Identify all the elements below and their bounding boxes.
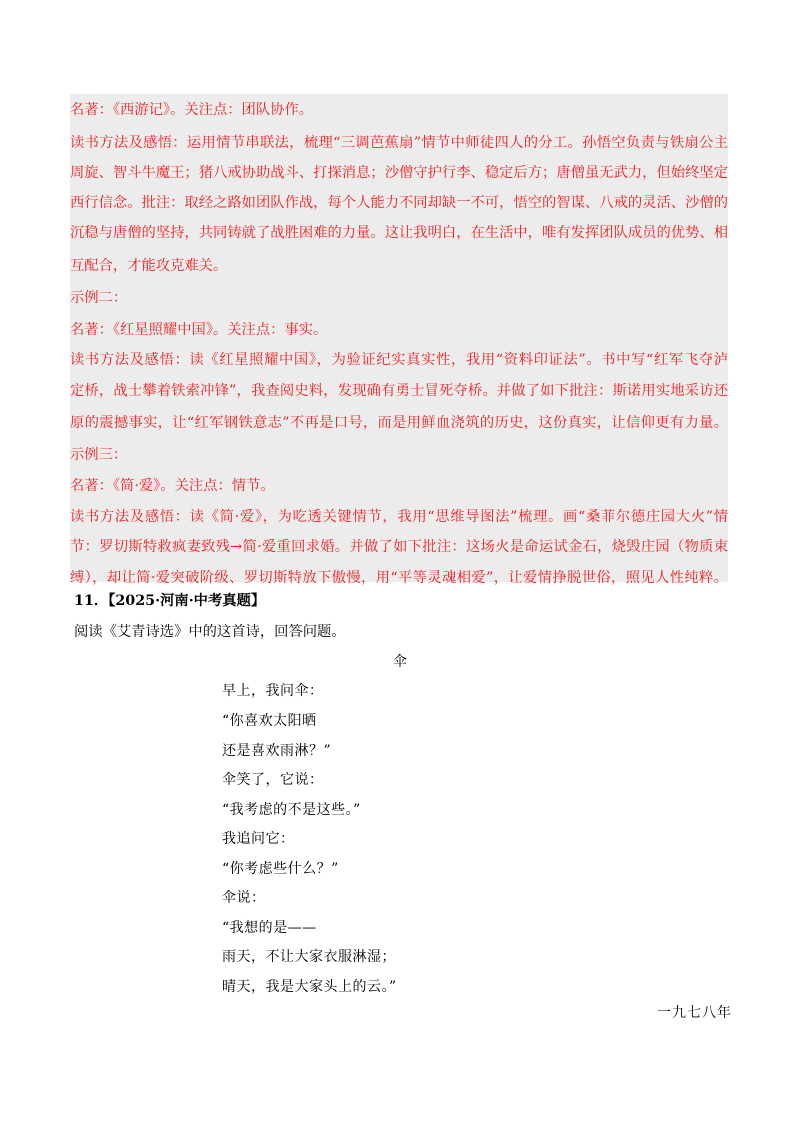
poem-line: 伞笑了，它说：: [222, 772, 324, 788]
answer-line: 定桥，战士攀着铁索冲锋”，我查阅史料，发现确有勇士冒死夺桥。并做了如下批注：斯诺用实地采访还: [70, 383, 728, 399]
answer-line: 名著：《西游记》。关注点：团队协作。: [70, 102, 314, 118]
answer-line: 缚），却让简·爱突破阶级、罗切斯特放下傲慢，用“平等灵魂相爱”，让爱情挣脱世俗，照见人性纯粹。: [70, 570, 728, 586]
poem-line: “我想的是——: [222, 920, 317, 936]
answer-line: 互配合，才能攻克难关。: [70, 258, 228, 274]
answer-line: 西行信念。批注：取经之路如团队作战，每个人能力不同却缺一不可，悟空的智谋、八戒的灵活、沙僧的: [70, 195, 728, 211]
answer-line: 读书方法及感悟：读《红星照耀中国》，为验证纪实真实性，我用“资料印证法”。书中写“红军飞夺泸: [70, 352, 728, 368]
answer-line: 名著：《红星照耀中国》。关注点：事实。: [70, 322, 328, 338]
example-heading: 示例三：: [70, 447, 128, 463]
poem-line: “你喜欢太阳晒: [222, 713, 317, 729]
question-number: 11．【2025·河南·中考真题】: [74, 593, 266, 609]
answer-line: 沉稳与唐僧的坚持，共同铸就了战胜困难的力量。这让我明白，在生活中，唯有发挥团队成员的优势、相: [70, 225, 728, 241]
answer-line: 名著：《简·爱》。关注点：情节。: [70, 478, 275, 494]
poem-line: 我追问它：: [222, 831, 295, 847]
answer-line: 周旋、智斗牛魔王；猪八戒协助战斗、打探消息；沙僧守护行李、稳定后方；唐僧虽无武力，但始终坚定: [70, 165, 728, 181]
answer-highlight-block: [70, 94, 728, 586]
answer-line: 读书方法及感悟：运用情节串联法，梳理“三调芭蕉扇”情节中师徒四人的分工。孙悟空负责与铁扇公主: [70, 135, 728, 151]
poem-line: “你考虑些什么？”: [222, 861, 339, 877]
poem-title: 伞: [393, 654, 407, 670]
example-heading: 示例二：: [70, 290, 128, 306]
poem-line: 伞说：: [222, 890, 266, 906]
question-prompt: 阅读《艾青诗选》中的这首诗，回答问题。: [74, 624, 346, 640]
poem-line: 早上，我问伞：: [222, 683, 324, 699]
answer-line: 节：罗切斯特救疯妻致残→简·爱重回求婚。并做了如下批注：这场火是命运试金石，烧毁庄园（物质束: [70, 539, 728, 555]
poem-line: “我考虑的不是这些。”: [222, 802, 361, 818]
poem-line: 雨天，不让大家衣服淋湿；: [222, 949, 396, 965]
poem-line: 还是喜欢雨淋？”: [222, 743, 332, 759]
poem-line: 晴天，我是大家头上的云。”: [222, 979, 397, 995]
poem-date: 一九七八年: [657, 1005, 732, 1021]
answer-line: 读书方法及感悟：读《简·爱》，为吃透关键情节，我用“思维导图法”梳理。画“桑菲尔德庄园大火”情: [70, 509, 728, 525]
answer-line: 原的震撼事实，让“红军钢铁意志”不再是口号，而是用鲜血浇筑的历史，这份真实，让信仰更有力量。: [70, 415, 728, 431]
